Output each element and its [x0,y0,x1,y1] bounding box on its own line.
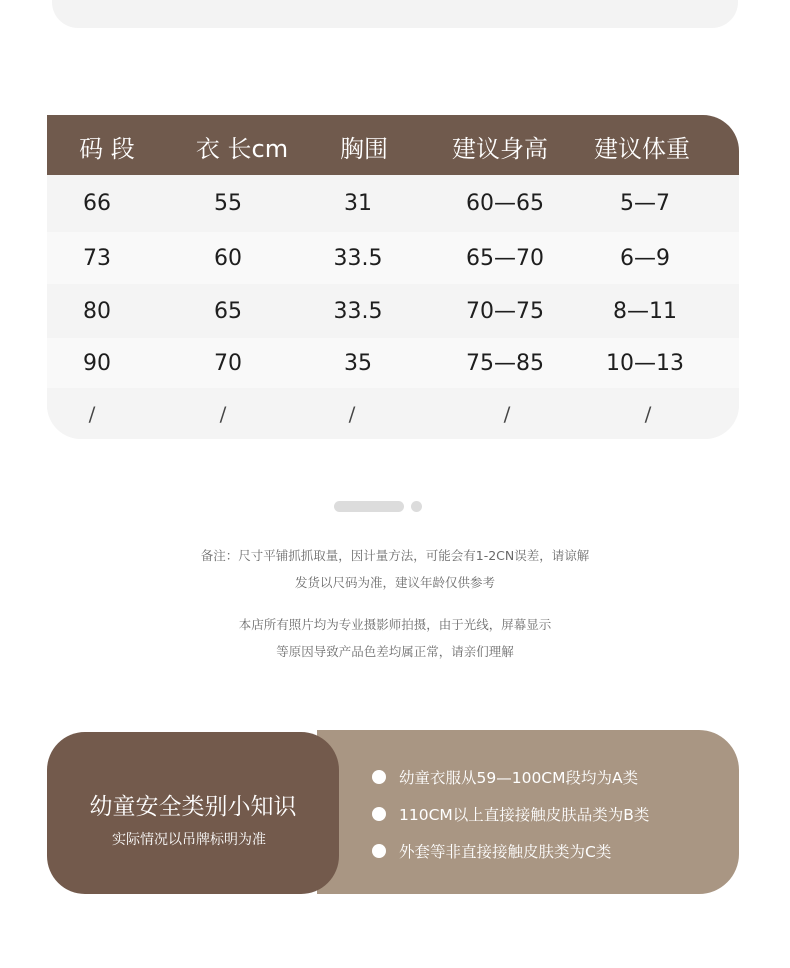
cell-height: / [503,401,511,426]
cell-size-code: 66 [83,191,111,216]
safety-info-title: 幼童安全类别小知识 [89,794,297,820]
cell-height: 65—70 [466,245,544,271]
cell-size-code: 80 [83,298,111,324]
cell-length: 60 [214,245,242,271]
safety-info-title-panel [47,732,339,894]
list-item [372,839,611,863]
safety-info-panel [47,730,739,894]
cell-chest: 31 [344,191,372,216]
cell-height: 70—75 [466,298,544,324]
cell-chest: 33.5 [333,245,383,271]
cell-size-code: 90 [83,350,111,376]
cell-weight: 8—11 [613,298,677,324]
safety-info-subtitle: 实际情况以吊牌标明为准 [112,832,266,848]
top-card-bottom [52,0,738,28]
bullet-dot-icon [372,807,386,821]
table-row [47,284,739,338]
cell-weight: / [644,401,652,426]
note-line-2: 发货以尺码为准，建议年龄仅供参考 [294,575,495,590]
cell-height: 60—65 [466,191,544,216]
carousel-indicator-active[interactable] [334,501,404,512]
header-height: 建议身高 [452,135,548,163]
table-row [47,338,739,388]
list-item [372,765,638,789]
cell-size-code: / [88,401,96,426]
bullet-dot-icon [372,844,386,858]
cell-size-code: 73 [83,245,111,271]
cell-length: / [219,401,227,426]
bullet-dot-icon [372,770,386,784]
cell-length: 70 [214,350,242,376]
cell-weight: 10—13 [606,350,684,376]
cell-length: 65 [214,298,242,324]
header-length: 衣 长cm [195,135,289,163]
list-item [372,802,649,826]
carousel-indicator-dot[interactable] [411,501,422,512]
cell-height: 75—85 [466,350,544,376]
table-row [47,388,739,439]
table-row [47,175,739,232]
header-weight: 建议体重 [594,135,690,163]
cell-chest: 33.5 [333,298,383,324]
cell-chest: 35 [344,350,372,376]
note-line-1: 备注：尺寸平铺抓抓取量，因计量方法，可能会有1-2CN误差，请谅解 [200,548,590,563]
cell-chest: / [348,401,356,426]
size-table [47,115,739,439]
header-size-code: 码 段 [79,135,135,163]
safety-class-b-text: 110CM以上直接接触皮肤品类为B类 [399,806,650,824]
cell-weight: 5—7 [620,191,670,216]
safety-class-c-text: 外套等非直接接触皮肤类为C类 [399,843,612,861]
cell-weight: 6—9 [620,245,670,271]
note-line-4: 等原因导致产品色差均属正常，请亲们理解 [276,644,514,659]
safety-class-a-text: 幼童衣服从59—100CM段均为A类 [399,769,639,787]
size-table-header [47,115,739,175]
header-chest: 胸围 [340,135,388,163]
note-line-3: 本店所有照片均为专业摄影师拍摄，由于光线，屏幕显示 [238,617,552,632]
cell-length: 55 [214,191,242,216]
table-row [47,232,739,284]
